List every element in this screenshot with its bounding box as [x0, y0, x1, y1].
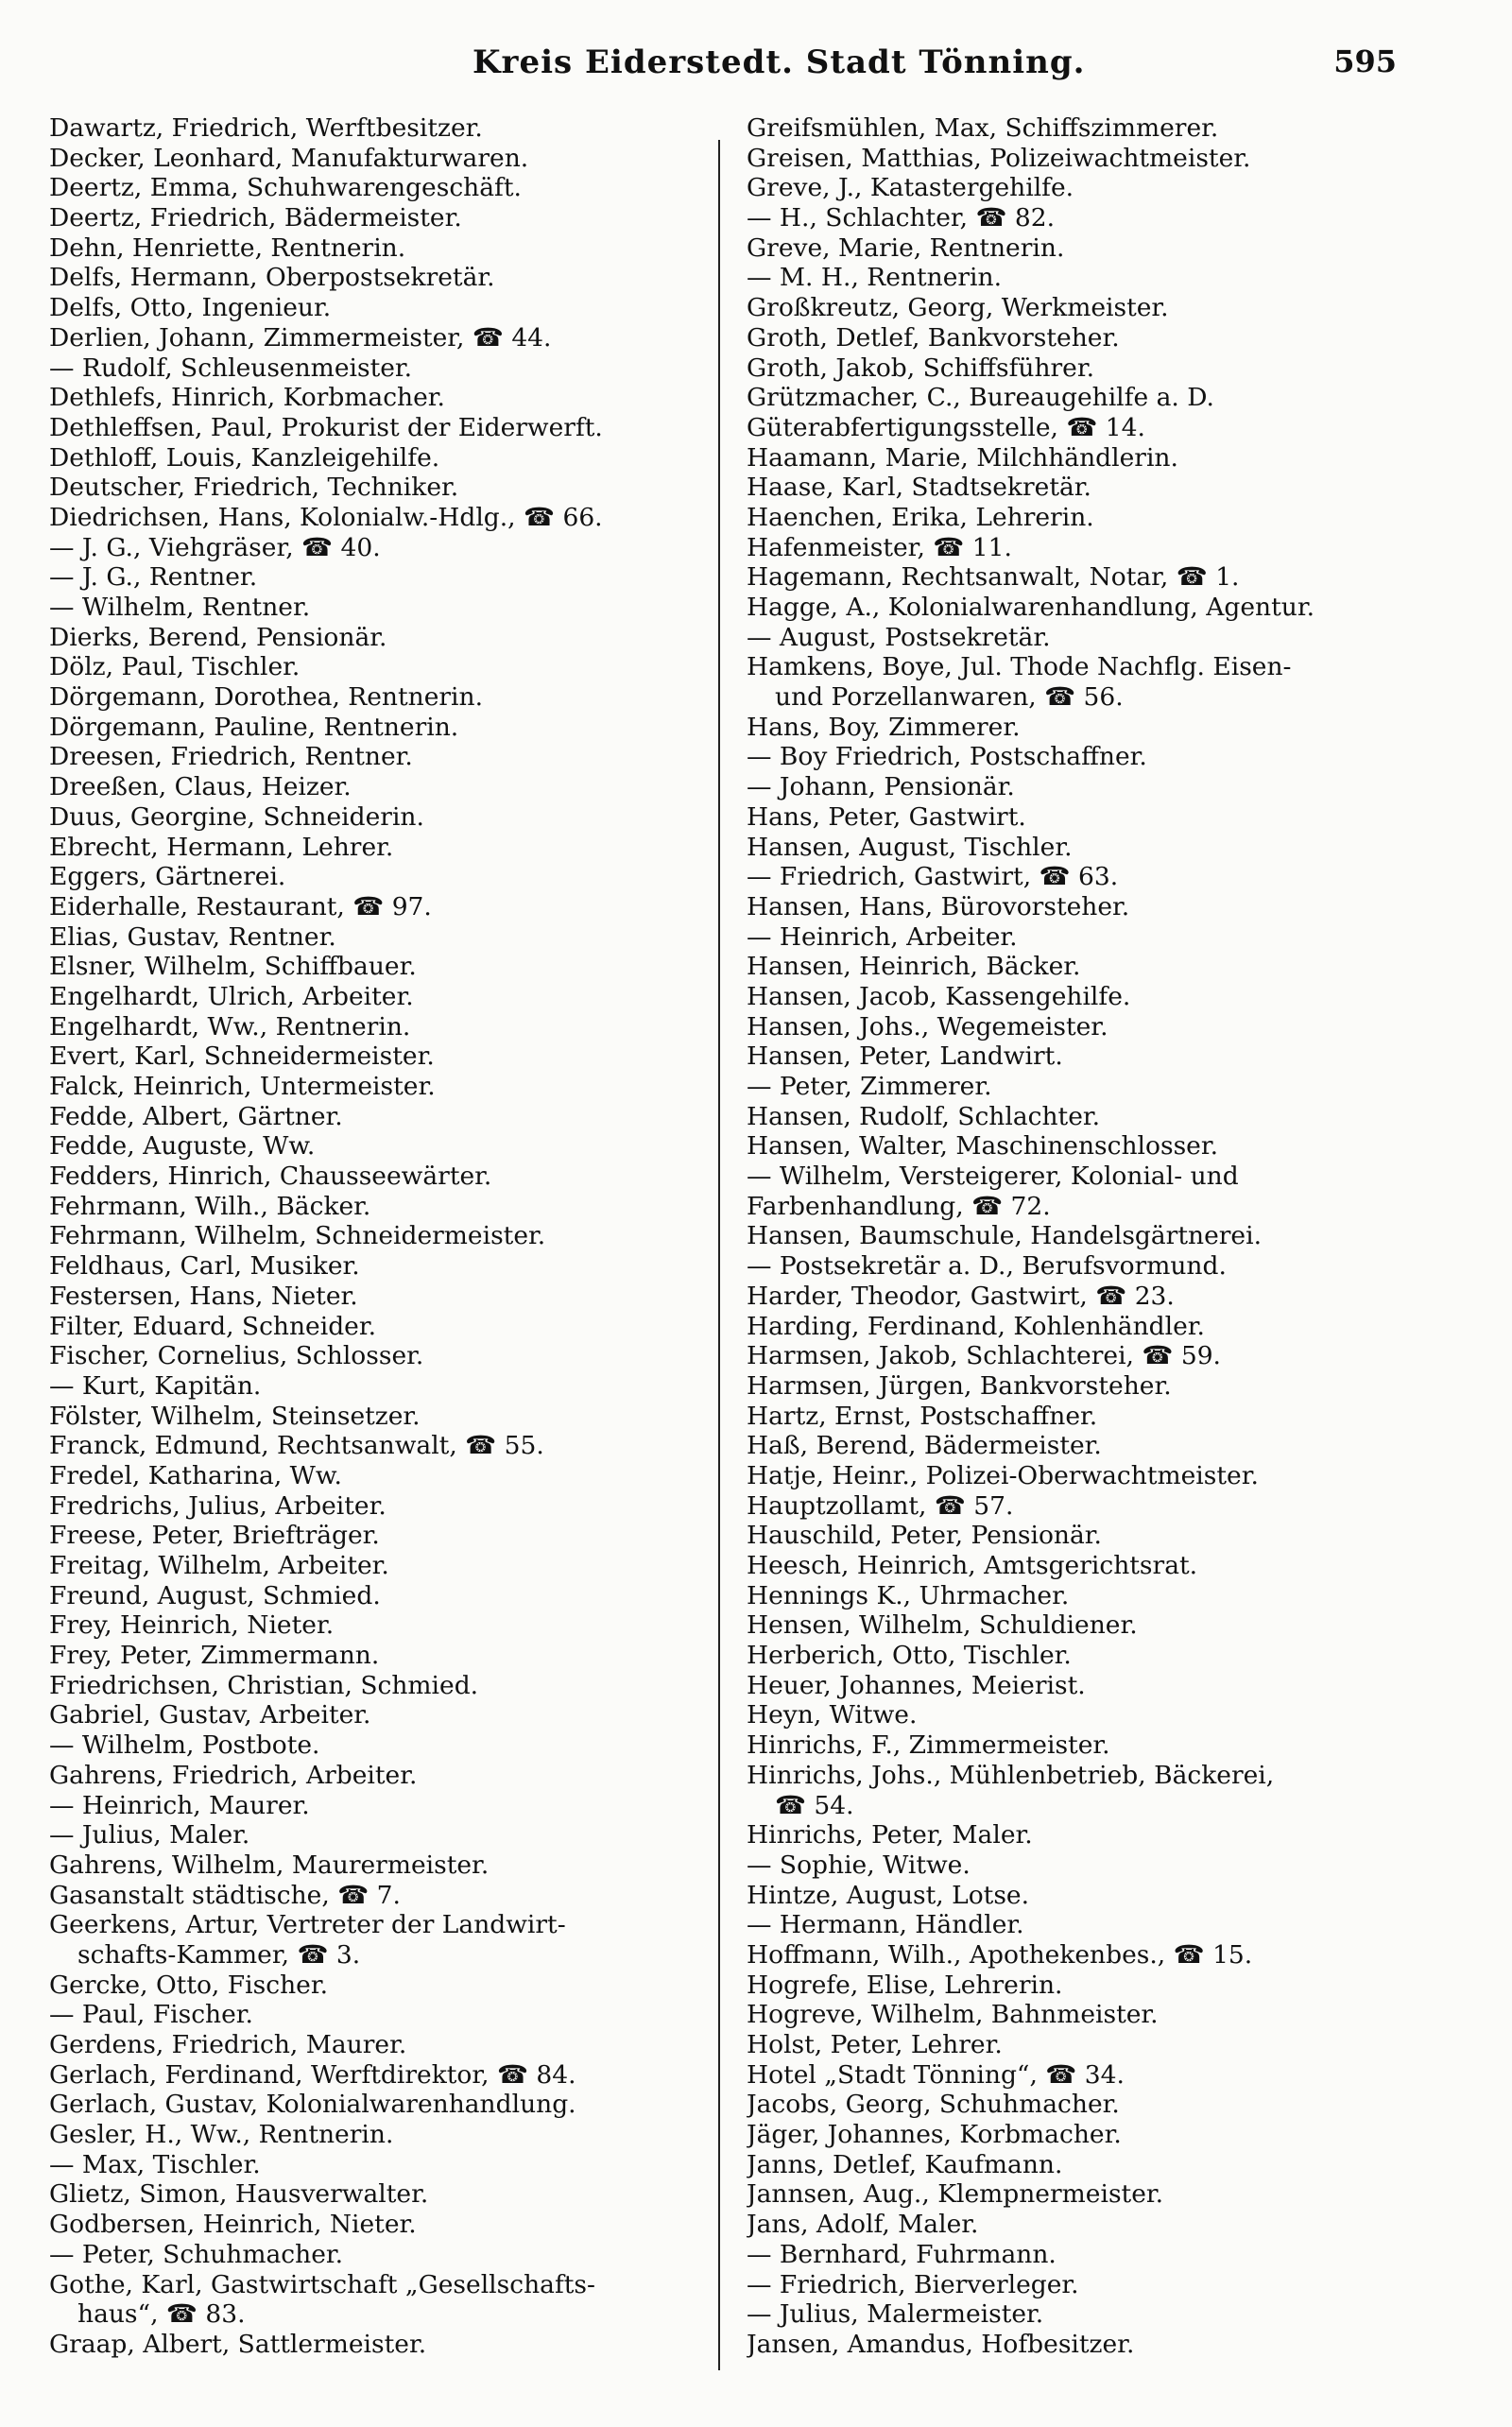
- directory-entry: Frey, Peter, Zimmermann.: [49, 1641, 380, 1671]
- directory-entry: Hansen, Walter, Maschinenschlosser.: [747, 1131, 1219, 1162]
- directory-entry: — Hermann, Händler.: [747, 1910, 1024, 1940]
- directory-entry: — Julius, Malermeister.: [747, 2299, 1044, 2330]
- directory-entry: Hamkens, Boye, Jul. Thode Nachflg. Eisen-: [747, 652, 1292, 682]
- directory-entry: Greve, Marie, Rentnerin.: [747, 232, 1065, 263]
- directory-entry: Haß, Berend, Bädermeister.: [747, 1431, 1102, 1461]
- column-divider: [718, 140, 720, 2370]
- directory-entry: — Friedrich, Gastwirt, ☎ 63.: [747, 862, 1119, 892]
- page-number: 595: [1333, 43, 1397, 79]
- directory-entry: Hansen, Peter, Landwirt.: [747, 1041, 1063, 1072]
- directory-entry: Güterabfertigungsstelle, ☎ 14.: [747, 412, 1145, 442]
- directory-entry: Deutscher, Friedrich, Techniker.: [49, 473, 459, 503]
- directory-entry: — Wilhelm, Rentner.: [49, 593, 311, 622]
- directory-entry: Holst, Peter, Lehrer.: [747, 2030, 1003, 2059]
- directory-entry: Dethlefs, Hinrich, Korbmacher.: [49, 383, 445, 413]
- directory-entry: — Julius, Maler.: [49, 1820, 250, 1850]
- directory-entry: Jansen, Amandus, Hofbesitzer.: [747, 2329, 1135, 2359]
- directory-entry: Hauschild, Peter, Pensionär.: [747, 1521, 1102, 1551]
- directory-entry: — Max, Tischler.: [49, 2149, 261, 2179]
- directory-entry: Hagge, A., Kolonialwarenhandlung, Agentur.: [747, 593, 1315, 622]
- directory-entry: Hafenmeister, ☎ 11.: [747, 532, 1012, 562]
- directory-entry: Gerlach, Gustav, Kolonialwarenhandlung.: [49, 2090, 576, 2120]
- directory-entry: Decker, Leonhard, Manufakturwaren.: [49, 143, 529, 173]
- directory-entry: — M. H., Rentnerin.: [747, 263, 1003, 293]
- directory-entry: Gahrens, Wilhelm, Maurermeister.: [49, 1850, 490, 1880]
- directory-entry: und Porzellanwaren, ☎ 56.: [775, 682, 1124, 713]
- directory-entry: ☎ 54.: [775, 1790, 854, 1820]
- directory-entry: — Peter, Schuhmacher.: [49, 2239, 344, 2269]
- directory-entry: Freitag, Wilhelm, Arbeiter.: [49, 1551, 389, 1580]
- directory-entry: — Rudolf, Schleusenmeister.: [49, 353, 413, 383]
- directory-entry: Greifsmühlen, Max, Schiffszimmerer.: [747, 113, 1219, 143]
- directory-entry: Elsner, Wilhelm, Schiffbauer.: [49, 952, 417, 982]
- directory-entry: Janns, Detlef, Kaufmann.: [747, 2149, 1063, 2179]
- directory-entry: Fehrmann, Wilh., Bäcker.: [49, 1191, 371, 1221]
- directory-entry: Dreeßen, Claus, Heizer.: [49, 772, 352, 802]
- directory-entry: — H., Schlachter, ☎ 82.: [747, 203, 1056, 233]
- page-title: Kreis Eiderstedt. Stadt Tönning.: [472, 43, 1086, 81]
- directory-entry: Dethleffsen, Paul, Prokurist der Eiderwerft.: [49, 412, 603, 442]
- directory-entry: — Wilhelm, Postbote.: [49, 1730, 320, 1761]
- directory-entry: Freund, August, Schmied.: [49, 1580, 381, 1610]
- directory-entry: Delfs, Hermann, Oberpostsekretär.: [49, 263, 495, 293]
- directory-entry: Elias, Gustav, Rentner.: [49, 921, 336, 952]
- directory-entry: Harding, Ferdinand, Kohlenhändler.: [747, 1311, 1205, 1341]
- directory-entry: Freese, Peter, Briefträger.: [49, 1521, 380, 1551]
- directory-entry: — Bernhard, Fuhrmann.: [747, 2239, 1057, 2269]
- directory-entry: Hartz, Ernst, Postschaffner.: [747, 1401, 1098, 1431]
- directory-entry: — Kurt, Kapitän.: [49, 1370, 262, 1401]
- directory-entry: Falck, Heinrich, Untermeister.: [49, 1072, 436, 1101]
- directory-entry: Heyn, Witwe.: [747, 1700, 918, 1730]
- directory-entry: Hoffmann, Wilh., Apothekenbes., ☎ 15.: [747, 1939, 1253, 1970]
- directory-entry: Harmsen, Jakob, Schlachterei, ☎ 59.: [747, 1341, 1221, 1371]
- directory-entry: haus“, ☎ 83.: [77, 2299, 246, 2330]
- directory-entry: Dierks, Berend, Pensionär.: [49, 622, 387, 652]
- directory-entry: Hintze, August, Lotse.: [747, 1880, 1030, 1910]
- directory-entry: Ebrecht, Hermann, Lehrer.: [49, 832, 394, 862]
- directory-entry: Hinrichs, Peter, Maler.: [747, 1820, 1033, 1850]
- right-column: [747, 113, 1446, 2360]
- directory-entry: Fredel, Katharina, Ww.: [49, 1460, 342, 1490]
- directory-entry: — Johann, Pensionär.: [747, 772, 1015, 802]
- directory-entry: Hogrefe, Elise, Lehrerin.: [747, 1970, 1063, 2000]
- directory-entry: Hansen, Jacob, Kassengehilfe.: [747, 981, 1131, 1011]
- directory-entry: Jacobs, Georg, Schuhmacher.: [747, 2090, 1120, 2120]
- directory-entry: Festersen, Hans, Nieter.: [49, 1281, 358, 1311]
- directory-entry: Hans, Boy, Zimmerer.: [747, 712, 1021, 742]
- directory-entry: Gerdens, Friedrich, Maurer.: [49, 2030, 407, 2059]
- directory-entry: Haase, Karl, Stadtsekretär.: [747, 473, 1091, 503]
- directory-entry: Hansen, Rudolf, Schlachter.: [747, 1101, 1101, 1131]
- directory-entry: Dörgemann, Dorothea, Rentnerin.: [49, 682, 484, 713]
- directory-entry: Fölster, Wilhelm, Steinsetzer.: [49, 1401, 421, 1431]
- directory-entry: Farbenhandlung, ☎ 72.: [747, 1191, 1051, 1221]
- directory-entry: Harmsen, Jürgen, Bankvorsteher.: [747, 1370, 1172, 1401]
- directory-entry: Gesler, H., Ww., Rentnerin.: [49, 2120, 394, 2150]
- directory-entry: Fehrmann, Wilhelm, Schneidermeister.: [49, 1221, 546, 1251]
- directory-entry: Jäger, Johannes, Korbmacher.: [747, 2120, 1122, 2150]
- directory-entry: — Heinrich, Maurer.: [49, 1790, 310, 1820]
- directory-entry: Harder, Theodor, Gastwirt, ☎ 23.: [747, 1281, 1175, 1311]
- directory-entry: Gercke, Otto, Fischer.: [49, 1970, 329, 2000]
- directory-entry: Friedrichsen, Christian, Schmied.: [49, 1670, 479, 1700]
- directory-entry: Diedrichsen, Hans, Kolonialw.-Hdlg., ☎ 66.: [49, 502, 603, 532]
- directory-entry: Eggers, Gärtnerei.: [49, 862, 286, 892]
- directory-entry: Eiderhalle, Restaurant, ☎ 97.: [49, 891, 432, 921]
- directory-entry: Gahrens, Friedrich, Arbeiter.: [49, 1760, 418, 1790]
- directory-entry: Glietz, Simon, Hausverwalter.: [49, 2179, 429, 2210]
- directory-entry: Hagemann, Rechtsanwalt, Notar, ☎ 1.: [747, 562, 1240, 593]
- directory-entry: — Peter, Zimmerer.: [747, 1072, 992, 1101]
- directory-entry: Hatje, Heinr., Polizei-Oberwachtmeister.: [747, 1460, 1259, 1490]
- directory-entry: Graap, Albert, Sattlermeister.: [49, 2329, 427, 2359]
- directory-entry: Fedde, Albert, Gärtner.: [49, 1101, 343, 1131]
- directory-entry: Greve, J., Katastergehilfe.: [747, 173, 1074, 203]
- directory-entry: Geerkens, Artur, Vertreter der Landwirt-: [49, 1910, 566, 1940]
- directory-entry: Jannsen, Aug., Klempnermeister.: [747, 2179, 1164, 2210]
- directory-entry: — Wilhelm, Versteigerer, Kolonial- und: [747, 1162, 1239, 1192]
- directory-entry: Evert, Karl, Schneidermeister.: [49, 1041, 435, 1072]
- directory-entry: Fedde, Auguste, Ww.: [49, 1131, 316, 1162]
- directory-entry: — Paul, Fischer.: [49, 2000, 253, 2030]
- directory-entry: Engelhardt, Ulrich, Arbeiter.: [49, 981, 414, 1011]
- left-column: [49, 113, 701, 2360]
- directory-entry: Duus, Georgine, Schneiderin.: [49, 801, 424, 832]
- directory-entry: Delfs, Otto, Ingenieur.: [49, 293, 332, 323]
- directory-entry: Hensen, Wilhelm, Schuldiener.: [747, 1610, 1138, 1641]
- directory-entry: Greisen, Matthias, Polizeiwachtmeister.: [747, 143, 1251, 173]
- directory-entry: Großkreutz, Georg, Werkmeister.: [747, 293, 1169, 323]
- directory-entry: Feldhaus, Carl, Musiker.: [49, 1251, 360, 1282]
- directory-entry: Heuer, Johannes, Meierist.: [747, 1670, 1086, 1700]
- directory-entry: — J. G., Viehgräser, ☎ 40.: [49, 532, 381, 562]
- directory-entry: Haamann, Marie, Milchhändlerin.: [747, 442, 1178, 473]
- directory-entry: Herberich, Otto, Tischler.: [747, 1641, 1072, 1671]
- directory-entry: Dehn, Henriette, Rentnerin.: [49, 232, 406, 263]
- directory-entry: Filter, Eduard, Schneider.: [49, 1311, 377, 1341]
- directory-entry: — August, Postsekretär.: [747, 622, 1051, 652]
- directory-entry: — J. G., Rentner.: [49, 562, 258, 593]
- directory-entry: Hennings K., Uhrmacher.: [747, 1580, 1070, 1610]
- directory-entry: — Boy Friedrich, Postschaffner.: [747, 742, 1147, 772]
- directory-entry: Frey, Heinrich, Nieter.: [49, 1610, 335, 1641]
- directory-entry: Hinrichs, F., Zimmermeister.: [747, 1730, 1110, 1761]
- directory-entry: Hotel „Stadt Tönning“, ☎ 34.: [747, 2059, 1125, 2090]
- directory-entry: Jans, Adolf, Maler.: [747, 2210, 979, 2240]
- directory-entry: — Sophie, Witwe.: [747, 1850, 971, 1880]
- directory-entry: Groth, Jakob, Schiffsführer.: [747, 353, 1095, 383]
- directory-entry: Hansen, Baumschule, Handelsgärtnerei.: [747, 1221, 1262, 1251]
- directory-entry: Dörgemann, Pauline, Rentnerin.: [49, 712, 459, 742]
- directory-entry: Gerlach, Ferdinand, Werftdirektor, ☎ 84.: [49, 2059, 576, 2090]
- directory-entry: Groth, Detlef, Bankvorsteher.: [747, 322, 1120, 353]
- directory-entry: Hansen, Johs., Wegemeister.: [747, 1011, 1108, 1041]
- directory-entry: Hauptzollamt, ☎ 57.: [747, 1490, 1014, 1521]
- directory-entry: Dreesen, Friedrich, Rentner.: [49, 742, 413, 772]
- directory-entry: Grützmacher, C., Bureaugehilfe a. D.: [747, 383, 1214, 413]
- directory-entry: Hogreve, Wilhelm, Bahnmeister.: [747, 2000, 1159, 2030]
- directory-entry: Derlien, Johann, Zimmermeister, ☎ 44.: [49, 322, 552, 353]
- directory-entry: Haenchen, Erika, Lehrerin.: [747, 502, 1094, 532]
- directory-entry: Hansen, August, Tischler.: [747, 832, 1073, 862]
- directory-entry: Deertz, Emma, Schuhwarengeschäft.: [49, 173, 522, 203]
- directory-entry: schafts-Kammer, ☎ 3.: [77, 1939, 361, 1970]
- directory-entry: Hans, Peter, Gastwirt.: [747, 801, 1026, 832]
- directory-entry: Hansen, Heinrich, Bäcker.: [747, 952, 1081, 982]
- directory-entry: Gasanstalt städtische, ☎ 7.: [49, 1880, 401, 1910]
- directory-entry: Hansen, Hans, Bürovorsteher.: [747, 891, 1130, 921]
- page-header: [0, 43, 1512, 100]
- directory-entry: Fedders, Hinrich, Chausseewärter.: [49, 1162, 492, 1192]
- directory-entry: Godbersen, Heinrich, Nieter.: [49, 2210, 417, 2240]
- directory-entry: Gabriel, Gustav, Arbeiter.: [49, 1700, 371, 1730]
- directory-entry: Fredrichs, Julius, Arbeiter.: [49, 1490, 387, 1521]
- directory-entry: Engelhardt, Ww., Rentnerin.: [49, 1011, 411, 1041]
- directory-entry: Dölz, Paul, Tischler.: [49, 652, 301, 682]
- directory-entry: Gothe, Karl, Gastwirtschaft „Gesellschafts-: [49, 2269, 595, 2299]
- directory-entry: Heesch, Heinrich, Amtsgerichtsrat.: [747, 1551, 1198, 1580]
- directory-entry: Deertz, Friedrich, Bädermeister.: [49, 203, 462, 233]
- directory-entry: Fischer, Cornelius, Schlosser.: [49, 1341, 424, 1371]
- directory-entry: Dawartz, Friedrich, Werftbesitzer.: [49, 113, 483, 143]
- directory-entry: — Friedrich, Bierverleger.: [747, 2269, 1079, 2299]
- directory-entry: — Heinrich, Arbeiter.: [747, 921, 1018, 952]
- directory-entry: — Postsekretär a. D., Berufsvormund.: [747, 1251, 1227, 1282]
- directory-entry: Dethloff, Louis, Kanzleigehilfe.: [49, 442, 440, 473]
- directory-entry: Franck, Edmund, Rechtsanwalt, ☎ 55.: [49, 1431, 544, 1461]
- directory-entry: Hinrichs, Johs., Mühlenbetrieb, Bäckerei,: [747, 1760, 1275, 1790]
